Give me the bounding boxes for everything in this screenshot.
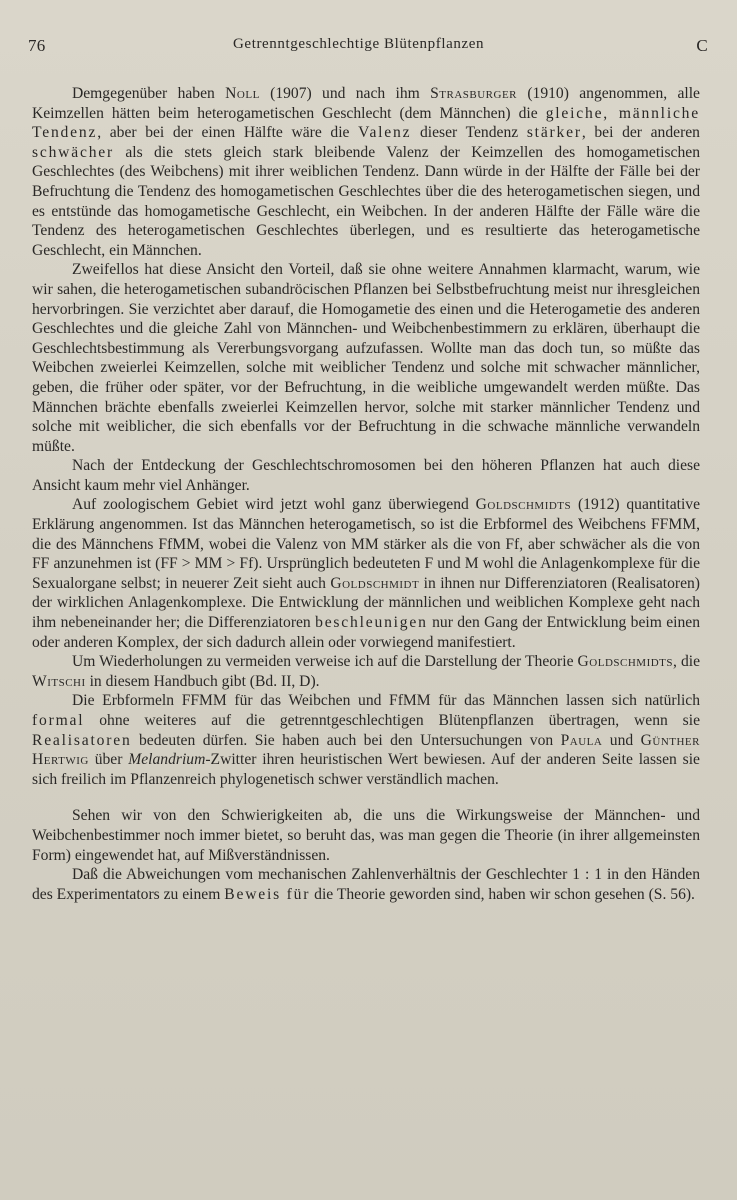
paragraph-2: Zweifellos hat diese Ansicht den Vorteil, daß sie ohne weitere Annahmen klarmacht, warum, wie wir sahen, die heterogametischen subandröcischen Pflanzen bei Selbstbefruchtung meist nur ihresgleichen hervorbringen. Sie verzichtet aber darauf, die Homogametie des einen und die Heterogametie des anderen Geschlechtes und die gleiche Zahl von Männchen- und Weibchenbestimmern zu erklären, überhaupt die Geschlechtsbestimmung als Vererbungsvorgang aufzufassen. Wollte man das doch tun, so müßte das Weibchen zweierlei Keimzellen, solche mit weiblicher Tendenz und solche mit schwacher männlicher, geben, die früher oder später, vor der Befruchtung, in die weibliche umgewandelt werden müßte. Das Männchen brächte ebenfalls zweierlei Keimzellen hervor, solche mit starker männlicher Tendenz und solche mit weiblicher, die sich ebenfalls vor der Befruchtung in die schwache männliche verwandeln müßte. — [32, 261, 700, 455]
spaced-emphasis: schwächer — [32, 143, 115, 161]
text-run: nur den Gang der Entwicklung beim einen oder anderen Komplex, der sich dadurch allein oder vorwiegend manifestiert. — [32, 614, 700, 651]
text-run: , bei der anderen — [581, 124, 700, 142]
spaced-emphasis: stärker — [526, 124, 582, 142]
text-run: Um Wiederholungen zu vermeiden verweise ich auf die Darstellung der Theorie — [72, 653, 578, 671]
text-run: über — [88, 751, 129, 769]
text-run: ohne weiteres auf die getrenntgeschlechtigen Blütenpflanzen übertragen, wenn sie — [84, 712, 700, 729]
author-name-strasburger: Strasburger — [430, 85, 518, 102]
text-run: Auf zoologischem Gebiet wird jetzt wohl ganz überwiegend — [72, 496, 476, 514]
paragraph-4 — [32, 495, 700, 652]
author-name-goldschmidts: Goldschmidts — [475, 496, 572, 514]
text-run: , die — [673, 653, 700, 671]
running-title: Getrenntgeschlechtige Blütenpflanzen — [233, 36, 485, 52]
spaced-emphasis: Beweis für — [224, 885, 311, 903]
section-letter: C — [696, 36, 708, 55]
spaced-emphasis: gleiche, männliche Tendenz — [32, 104, 700, 142]
text-run: -Zwitter ihren heuristischen Wert bewiesen. Auf der anderen Seite lassen sie sich freilich im Pflanzenreich phylogenetisch schwer verständlich machen. — [32, 751, 700, 788]
text-run: Daß die Abweichungen vom mechanischen Zahlenverhältnis der Geschlechter 1 : 1 in den Händen des Experimentators zu einem — [32, 866, 700, 903]
paragraph-7: Sehen wir von den Schwierigkeiten ab, die uns die Wirkungsweise der Männchen- und Weibchenbestimmer noch immer bietet, so beruht das, was man gegen die Theorie (in ihrer allgemeinsten Form) eingewendet hat, auf Mißverständnissen. — [32, 807, 700, 864]
text-run: (1907) und nach ihm — [259, 85, 431, 102]
paragraph-5 — [32, 652, 700, 691]
author-name-goldschmidts: Goldschmidts — [577, 653, 674, 671]
author-name-hertwig: Günther Hertwig — [32, 731, 700, 769]
paragraph-1 — [32, 84, 700, 260]
spaced-emphasis: beschleunigen — [315, 614, 428, 632]
author-name-goldschmidt: Goldschmidt — [330, 574, 420, 592]
running-head — [28, 36, 708, 60]
body-text — [32, 84, 700, 904]
paragraph-6 — [32, 691, 700, 789]
text-run: dieser Tendenz — [411, 124, 527, 142]
text-run: in diesem Handbuch gibt (Bd. II, D). — [85, 672, 320, 690]
text-run: die Theorie geworden sind, haben wir schon gesehen (S. 56). — [310, 885, 695, 903]
paragraph-8 — [32, 865, 700, 904]
spaced-emphasis: formal — [32, 712, 85, 729]
text-run: als die stets gleich stark bleibende Valenz der Keimzellen des homogametischen Geschlechtes (des Weibchens) mit ihrer weiblichen Tendenz. Dann würde in der Hälfte der Fälle bei der Befruchtung die Tendenz des homogametischen Geschlechtes über die des heterogametischen siegen, und es entstünde das homogametische Geschlecht, ein Weibchen. In der anderen Hälfte der Fälle wäre die Tendenz des heterogametischen Geschlechtes überlegen, und es resultierte das heterogametische Geschlecht, ein Männchen. — [32, 143, 700, 259]
author-name-noll: Noll — [225, 85, 260, 102]
genus-name-melandrium: Melandrium — [128, 751, 206, 769]
paragraph-3: Nach der Entdeckung der Geschlechtschromosomen bei den höheren Pflanzen hat auch diese Ansicht kaum mehr viel Anhänger. — [32, 457, 700, 494]
author-name-witschi: Witschi — [32, 672, 86, 690]
page-number: 76 — [28, 36, 46, 55]
text-run: Demgegenüber haben — [72, 85, 226, 102]
spaced-emphasis: Realisatoren — [32, 731, 132, 749]
author-name-paula: Paula — [560, 731, 603, 749]
text-run: in ihnen nur Differenziatoren (Realisatoren) der wirklichen Anlagenkomplexe. Die Entwicklung der männlichen und weiblichen Komplexe geht nach ihm nebeneinander her; die Differenziatoren — [32, 574, 700, 632]
text-run: (1910) angenommen, alle Keimzellen hätten beim heterogametischen Geschlecht (dem Männchen) die — [32, 85, 700, 122]
text-run: und — [602, 731, 641, 749]
text-run: (1912) quantitative Erklärung angenommen. Ist das Männchen heterogametisch, so ist die Erbformel des Weibchens FFMM, die des Männchens FfMM, wobei die Valenz von MM stärker als die von Ff, aber schwächer als die von FF anzunehmen ist (FF > MM > Ff). Ursprünglich bedeuteten F und M wohl die Anlagenkomplexe für die Sexualorgane selbst; in neuerer Zeit sieht auch — [32, 496, 701, 592]
text-run: Die Erbformeln FFMM für das Weibchen und FfMM für das Männchen lassen sich natürlich — [72, 692, 700, 710]
text-run: , aber bei der einen Hälfte wäre die — [97, 124, 359, 142]
spaced-emphasis: Valenz — [358, 124, 412, 142]
text-run: bedeuten dürfen. Sie haben auch bei den Untersuchungen von — [131, 731, 561, 749]
